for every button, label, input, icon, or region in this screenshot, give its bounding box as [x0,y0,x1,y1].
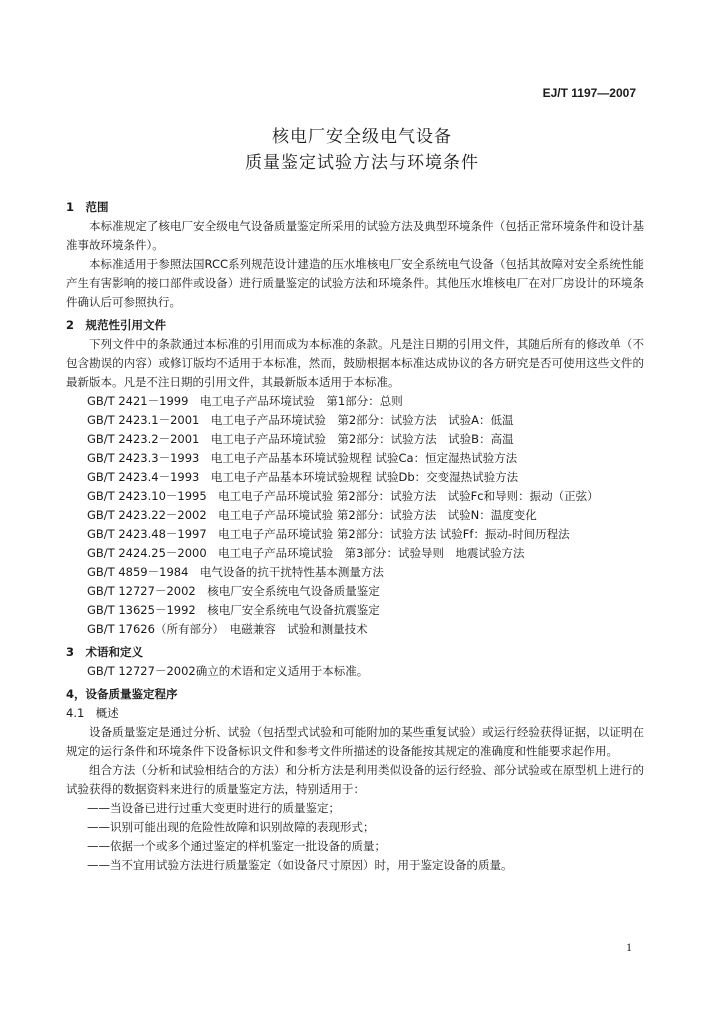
dash-list-item: ——当不宜用试验方法进行质量鉴定（如设备尺寸原因）时，用于鉴定设备的质量。 [87,858,513,872]
document-title-line1: 核电厂安全级电气设备 [272,127,452,147]
document-title-line2: 质量鉴定试验方法与环境条件 [245,153,479,173]
section-2-intro: 下列文件中的条款通过本标准的引用而成为本标准的条款。凡是注日期的引用文件，其随后所有的修改单（不包含勘误的内容）或修订版均不适用于本标准，然而，鼓励根据本标准达成协议的各方研究是否可使用这些文件的最新版本。凡是不注日期的引用文件，其最新版本适用于本标准。 [66,337,644,389]
reference-item: GB/T 12727－2002 核电厂安全系统电气设备质量鉴定 [87,584,380,598]
reference-item: GB/T 2423.22－2002 电工电子产品环境试验 第2部分：试验方法 试验N：温度变化 [87,508,537,522]
standard-code: EJ/T 1197—2007 [542,86,636,100]
section-4-heading: 4，设备质量鉴定程序 [66,687,178,701]
section-2-heading: 2 规范性引用文件 [66,318,167,332]
reference-item: GB/T 2423.48－1997 电工电子产品环境试验 第2部分：试验方法 试验Ff：振动-时间历程法 [87,527,570,541]
reference-item: GB/T 17626（所有部分） 电磁兼容 试验和测量技术 [87,622,368,636]
section-1-heading: 1 范围 [66,200,109,214]
section-4-paragraph: 组合方法（分析和试验相结合的方法）和分析方法是利用类似设备的运行经验、部分试验或在原型机上进行的试验获得的数据资料来进行的质量鉴定方法，特别适用于： [66,763,644,796]
section-1-paragraph: 本标准规定了核电厂安全级电气设备质量鉴定所采用的试验方法及典型环境条件（包括正常环境条件和设计基准事故环境条件）。 [66,219,644,252]
section-4-1-heading: 4.1 概述 [66,706,119,720]
dash-list-item: ——依据一个或多个通过鉴定的样机鉴定一批设备的质量； [87,839,386,853]
dash-list-item: ——识别可能出现的危险性故障和识别故障的表现形式； [87,820,375,834]
page-number: 1 [626,940,632,954]
reference-item: GB/T 2424.25－2000 电工电子产品环境试验 第3部分：试验导则 地震试验方法 [87,546,525,560]
reference-item: GB/T 2423.3－1993 电工电子产品基本环境试验规程 试验Ca：恒定湿热试验方法 [87,451,518,465]
section-4-paragraph: 设备质量鉴定是通过分析、试验（包括型式试验和可能附加的某些重复试验）或运行经验获得证据，以证明在规定的运行条件和环境条件下设备标识文件和参考文件所描述的设备能按其规定的准确度和性能要求起作用。 [66,725,644,758]
section-1-paragraph: 本标准适用于参照法国RCC系列规范设计建造的压水堆核电厂安全系统电气设备（包括其故障对安全系统性能产生有害影响的接口部件或设备）进行质量鉴定的试验方法和环境条件。其他压水堆核电厂在对厂房设计的环境条件确认后可参照执行。 [66,257,644,309]
document-body [66,198,644,875]
reference-item: GB/T 13625－1992 核电厂安全系统电气设备抗震鉴定 [87,603,380,617]
reference-item: GB/T 2423.1－2001 电工电子产品环境试验 第2部分：试验方法 试验A：低温 [87,413,514,427]
dash-list-item: ——当设备已进行过重大变更时进行的质量鉴定； [87,801,340,815]
reference-item: GB/T 2423.2－2001 电工电子产品环境试验 第2部分：试验方法 试验B：高温 [87,432,514,446]
section-3-text: GB/T 12727－2002确立的术语和定义适用于本标准。 [87,664,369,678]
section-3-heading: 3 术语和定义 [66,645,144,659]
reference-item: GB/T 2421－1999 电工电子产品环境试验 第1部分：总则 [87,394,403,408]
reference-item: GB/T 2423.10－1995 电工电子产品环境试验 第2部分：试验方法 试验Fc和导则：振动（正弦） [87,489,599,503]
reference-item: GB/T 2423.4－1993 电工电子产品基本环境试验规程 试验Db：交变湿热试验方法 [87,470,519,484]
reference-item: GB/T 4859－1984 电气设备的抗干扰特性基本测量方法 [87,565,384,579]
